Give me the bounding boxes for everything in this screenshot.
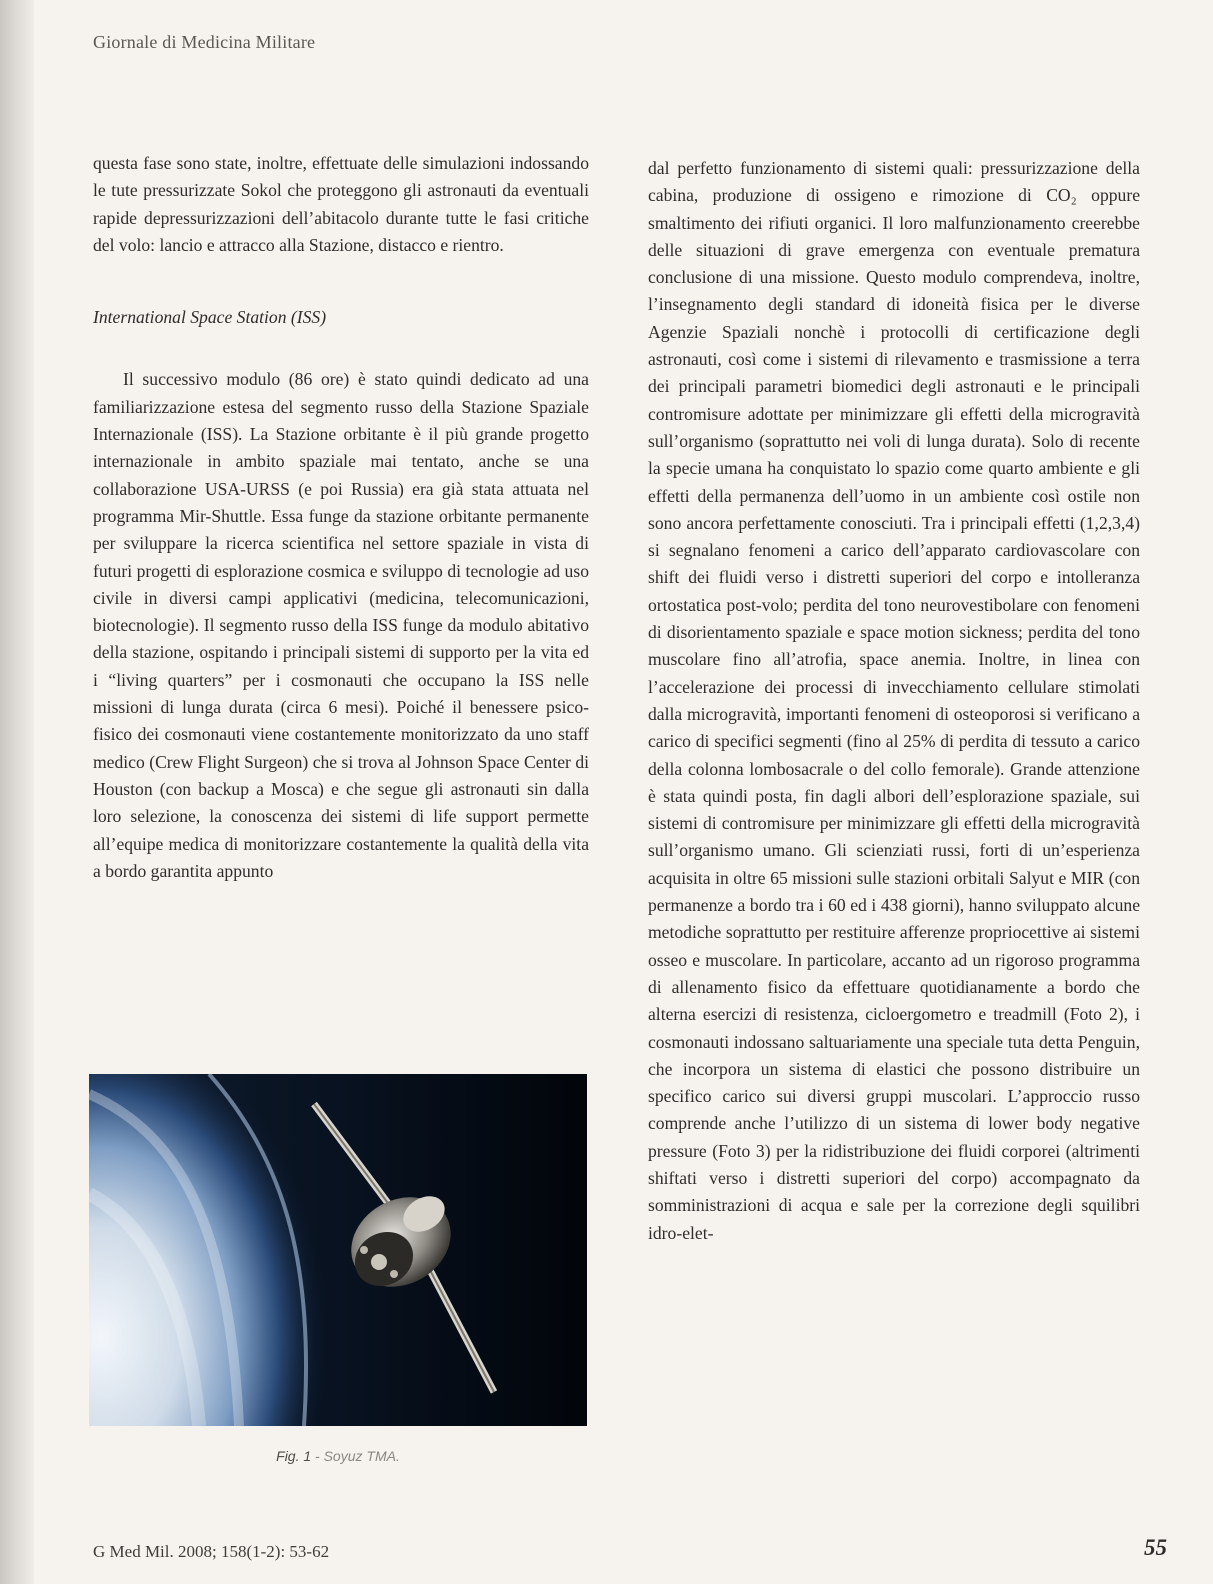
running-head: Giornale di Medicina Militare — [93, 32, 316, 52]
figure-caption — [89, 1448, 587, 1464]
page-spine-shadow — [0, 0, 34, 1584]
right-column — [648, 155, 1140, 1247]
page-number: 55 — [1144, 1535, 1167, 1560]
footer-citation: G Med Mil. 2008; 158(1-2): 53-62 — [93, 1542, 330, 1561]
right-paragraph-1: dal perfetto funzionamento di sistemi quali: pressurizzazione della cabina, produzione di ossigeno e rimozione di CO₂ oppure smaltimento dei rifiuti organici. Il loro malfunzionamento creerebbe delle situazioni di grave emergenza con eventuale prematura conclusione di una missione. Questo modulo comprendeva, inoltre, l’insegnamento degli standard di idoneità fisica per le diverse Agenzie Spaziali nonchè i protocolli di certificazione degli astronauti, così come i sistemi di rilevamento e trasmissione a terra dei principali parametri biomedici degli astronauti e le principali contromisure adottate per minimizzare gli effetti della microgravità sull’organismo (soprattutto nei voli di lunga durata). Solo di recente la specie umana ha conquistato lo spazio come quarto ambiente e gli effetti della permanenza dell’uomo in un ambiente così ostile non sono ancora perfettamente conosciuti. Tra i principali effetti (1,2,3,4) si segnalano fenomeni a carico dell’apparato cardiovascolare con shift dei fluidi verso i distretti superiori del corpo e intolleranza ortostatica post-volo; perdita del tono neurovestibolare con fenomeni di disorientamento spaziale e space motion sickness; perdita del tono muscolare fino all’atrofia, space anemia. Inoltre, in linea con l’accelerazione dei processi di invecchiamento cellulare stimolati dalla microgravità, importanti fenomeni di osteoporosi si verificano a carico di specifici segmenti (fino al 25% di perdita di tessuto a carico della colonna lombosacrale o del collo femorale). Grande attenzione è stata quindi posta, fin dagli albori dell’esplorazione spaziale, sui sistemi di contromisure per minimizzare gli effetti della microgravità sull’organismo umano. Gli scienziati russi, forti di un’esperienza acquisita in oltre 65 missioni sulle stazioni orbitali Salyut e MIR (con permanenze a bordo tra i 60 ed i 438 giorni), hanno sviluppato alcune metodiche soprattutto per restituire afferenze propriocettive ai sistemi osseo e muscolare. In particolare, accanto ad un rigoroso programma di allenamento fisico da effettuare quotidianamente a bordo che alterna esercizi di resistenza, cicloergometro e treadmill (Foto 2), i cosmonauti indossano saltuariamente una speciale tuta detta Penguin, che incorpora un sistema di elastici che possono distribuire un specifico carico sui diversi gruppi muscolari. L’approccio russo comprende anche l’utilizzo di un sistema di lower body negative pressure (Foto 3) per la ridistribuzione dei fluidi corporei (altrimenti shiftati verso i distretti superiori del corpo) accompagnato da somministrazioni di acqua e sale per la correzione degli squilibri idro-elet- — [648, 158, 1140, 1243]
caption-text: - Soyuz TMA. — [311, 1448, 400, 1464]
caption-label: Fig. 1 — [276, 1448, 312, 1464]
left-paragraph-2: Il successivo modulo (86 ore) è stato quindi dedicato ad una familiarizzazione estesa del segmento russo della Stazione Spaziale Internazionale (ISS). La Stazione orbitante è il più grande progetto internazionale in ambito spaziale mai tentato, anche se una collaborazione USA-URSS (e poi Russia) era già stata attuata nel programma Mir-Shuttle. Essa funge da stazione orbitante permanente per sviluppare la ricerca scientifica nel settore spaziale in vista di futuri progetti di esplorazione cosmica e sviluppo di tecnologie ad uso civile in diversi campi applicativi (medicina, telecomunicazioni, biotecnologie). Il segmento russo della ISS funge da modulo abitativo della stazione, ospitando i principali sistemi di supporto per la vita ed i “living quarters” per i cosmonauti che occupano la ISS nelle missioni di lunga durata (circa 6 mesi). Poiché il benessere psico-fisico dei cosmonauti viene costantemente monitorizzato da uno staff medico (Crew Flight Surgeon) che si trova al Johnson Space Center di Houston (con backup a Mosca) e che segue gli astronauti sin dalla loro selezione, la conoscenza dei sistemi di life support permette all’equipe medica di monitorizzare costantemente la qualità della vita a bordo garantita appunto — [93, 369, 589, 881]
section-heading: International Space Station (ISS) — [93, 307, 327, 328]
figure-soyuz-photo — [89, 1074, 587, 1426]
left-column — [93, 150, 589, 885]
soyuz-photo-illustration — [89, 1074, 587, 1426]
left-paragraph-1: questa fase sono state, inoltre, effettuate delle simulazioni indossando le tute pressurizzate Sokol che proteggono gli astronauti da eventuali rapide depressurizzazioni dell’abitacolo durante tutte le fasi critiche del volo: lancio e attracco alla Stazione, distacco e rientro. — [93, 153, 589, 255]
